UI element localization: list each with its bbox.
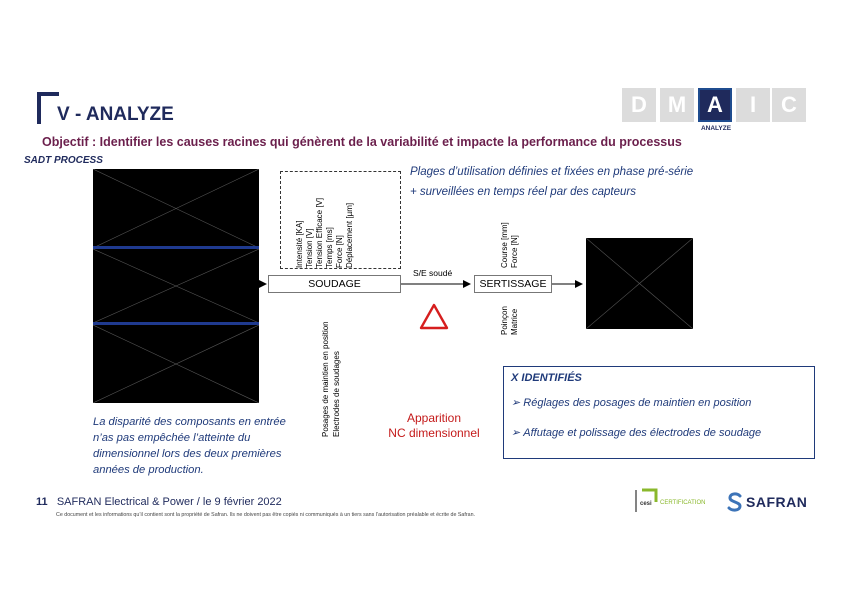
- soudage-mean: Posages de maintien en position: [321, 321, 330, 437]
- dmaic-step-a: A: [698, 88, 732, 122]
- page-number: 11: [36, 496, 48, 508]
- soudage-parameter: Force [N]: [335, 235, 344, 268]
- sertissage-mean: Poinçon: [500, 306, 509, 335]
- soudage-parameter: Déplacement [µm]: [345, 202, 354, 268]
- x-identified-item: ➢ Affutage et polissage des électrodes de soudage: [511, 427, 762, 439]
- apparition-line-1: Apparition: [406, 411, 462, 425]
- disparite-text: La disparité des composants en entrée n’as pas empêchée l’atteinte du dimensionnel lors des deux premières années de production.: [93, 416, 286, 476]
- sertissage-parameter: Course [mm]: [500, 222, 509, 268]
- dmaic-step-m: M: [660, 88, 694, 122]
- dmaic-step-c: C: [772, 88, 806, 122]
- dmaic-step-i: I: [736, 88, 770, 122]
- sertissage-mean: Matrice: [510, 308, 519, 335]
- certification-text: CERTIFICATION: [660, 500, 706, 506]
- objective-text: Objectif : Identifier les causes racines qui génèrent de la variabilité et impacte la performance du processus: [42, 135, 682, 149]
- plages-line-2: + surveillées en temps réel par des capteurs: [410, 186, 636, 198]
- safran-s-icon: [727, 492, 743, 512]
- soudage-parameter: Temps [ms]: [325, 227, 334, 268]
- dmaic-active-label: ANALYZE: [700, 125, 732, 132]
- dmaic-step-d: D: [622, 88, 656, 122]
- footer-disclaimer: Ce document et les informations qu’il contient sont la propriété de Safran. Ils ne doivent pas être copiés ni communiqués à un tiers sans l’autorisation préalable et écrite de Safran.: [56, 512, 475, 518]
- soudage-parameter: Tension Efficace [V]: [315, 197, 324, 268]
- soudage-mean: Electrodes de soudages: [332, 351, 341, 437]
- warning-triangle-icon: [419, 303, 449, 330]
- link-label: S/E soudé: [413, 268, 453, 278]
- sertissage-parameter: Force [N]: [510, 235, 519, 268]
- sadt-label: SADT PROCESS: [24, 155, 103, 166]
- soudage-parameter: Intensité [KA]: [295, 220, 304, 268]
- safran-wordmark: SAFRAN: [746, 494, 808, 510]
- footer-company-date: SAFRAN Electrical & Power / le 9 février 2022: [56, 496, 282, 508]
- process-soudage: SOUDAGE: [268, 275, 401, 293]
- footer-line: [36, 496, 282, 508]
- soudage-parameter: Tension [V]: [305, 228, 314, 268]
- process-sertissage: SERTISSAGE: [474, 275, 552, 293]
- x-identified-item: ➢ Réglages des posages de maintien en position: [511, 397, 752, 409]
- x-identified-title: X IDENTIFIÉS: [511, 372, 582, 384]
- arrow-bullet-icon: ➢: [511, 397, 524, 409]
- apparition-text: [380, 411, 488, 441]
- arrow-bullet-icon: ➢: [511, 427, 524, 439]
- page-title: V - ANALYZE: [57, 104, 174, 125]
- safran-logo: [727, 492, 807, 512]
- apparition-line-2: NC dimensionnel: [388, 426, 480, 440]
- plages-line-1: Plages d’utilisation définies et fixées en phase pré-série: [410, 166, 694, 178]
- cesi-text: cesi: [640, 501, 652, 507]
